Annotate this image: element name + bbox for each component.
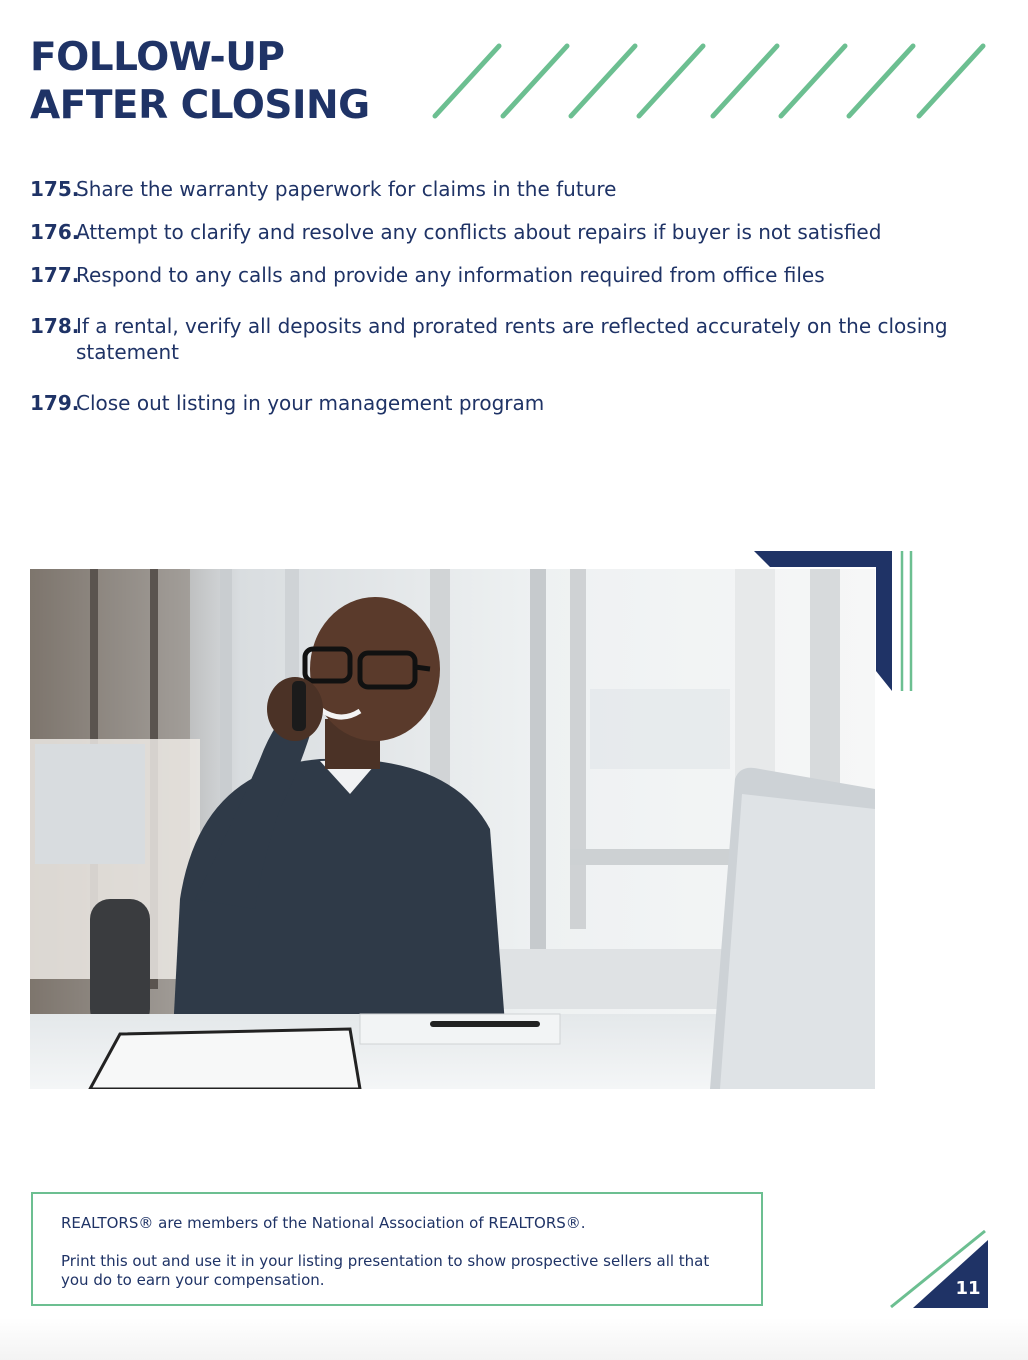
item-number: 178. bbox=[30, 314, 80, 338]
page-title bbox=[30, 34, 370, 130]
item-number: 176. bbox=[30, 220, 80, 244]
checklist bbox=[30, 176, 990, 416]
item-number: 175. bbox=[30, 177, 80, 201]
list-item bbox=[30, 262, 990, 288]
footer-note-box bbox=[31, 1192, 763, 1306]
list-item bbox=[30, 219, 990, 245]
decorative-stripes bbox=[425, 40, 995, 124]
item-number: 179. bbox=[30, 391, 80, 415]
page-number: 11 bbox=[955, 1278, 981, 1299]
list-item bbox=[30, 313, 990, 365]
title-line-2: AFTER CLOSING bbox=[30, 83, 370, 128]
footer-note-print: Print this out and use it in your listing presentation to show prospective sellers all that you do to earn your compensation. bbox=[61, 1252, 710, 1289]
office-photo bbox=[30, 569, 875, 1089]
item-text: Attempt to clarify and resolve any conflicts about repairs if buyer is not satisfied bbox=[76, 220, 882, 244]
footer-note-realtors: REALTORS® are members of the National Association of REALTORS®. bbox=[61, 1214, 586, 1232]
list-item bbox=[30, 176, 990, 202]
list-item bbox=[30, 390, 990, 416]
item-text: Respond to any calls and provide any information required from office files bbox=[76, 263, 825, 287]
title-line-1: FOLLOW-UP bbox=[30, 35, 285, 80]
page-bottom-edge bbox=[0, 1318, 1028, 1360]
item-text: If a rental, verify all deposits and prorated rents are reflected accurately on the closing statement bbox=[76, 314, 948, 364]
photo-illustration bbox=[30, 569, 875, 1089]
item-text: Close out listing in your management program bbox=[76, 391, 545, 415]
item-text: Share the warranty paperwork for claims in the future bbox=[76, 177, 617, 201]
item-number: 177. bbox=[30, 263, 80, 287]
